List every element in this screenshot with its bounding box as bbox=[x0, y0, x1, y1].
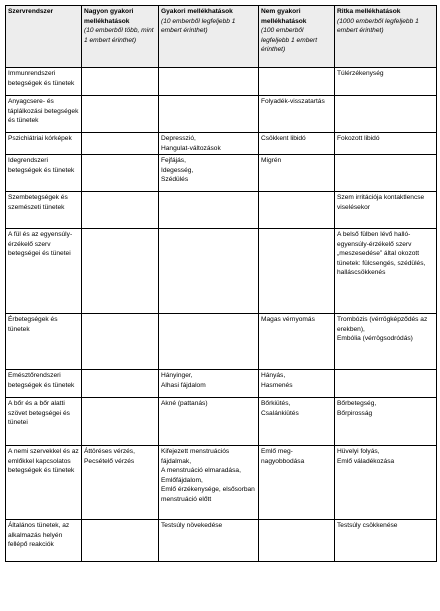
cell-text: Alhasi fájdalom bbox=[161, 381, 206, 389]
rare-cell bbox=[335, 155, 437, 192]
cell-text: Pecsételő vérzés bbox=[84, 457, 135, 465]
header-uncommon bbox=[259, 6, 335, 68]
side-effects-table bbox=[5, 5, 437, 562]
header-common bbox=[159, 6, 259, 68]
header-subtitle: (100 emberből legfeljebb 1 embert érinthet) bbox=[261, 27, 318, 53]
common-cell bbox=[159, 398, 259, 446]
very-common-cell bbox=[82, 446, 159, 520]
organ-system-cell: Szembetegségek és szemészeti tünetek bbox=[6, 192, 82, 229]
common-cell bbox=[159, 520, 259, 562]
table-row bbox=[6, 96, 437, 133]
common-cell bbox=[159, 229, 259, 314]
organ-system-cell: Általános tünetek, az alkalmazás helyén fellépő reakciók bbox=[6, 520, 82, 562]
cell-text: Fejfájás, bbox=[161, 157, 186, 164]
cell-text: Magas vérnyomás bbox=[261, 316, 315, 323]
organ-system-cell: A nemi szervekkel és az emlőkkel kapcsolatos betegségek és tünetek bbox=[6, 446, 82, 520]
rare-cell bbox=[335, 68, 437, 96]
common-cell bbox=[159, 68, 259, 96]
header-subtitle: (10 emberből legfeljebb 1 embert érinthet) bbox=[161, 17, 236, 34]
header-title: Nagyon gyakori mellékhatások bbox=[84, 8, 134, 25]
cell-text: A belső fülben lévő halló-egyensúly-érzékelő szerv „meszesedése” által okozott tünetek: fülcsengés, szédülés, halláscsökkenés bbox=[337, 231, 426, 276]
cell-text: Idegesség, bbox=[161, 166, 194, 174]
common-cell bbox=[159, 192, 259, 229]
cell-text: Túlérzékenység bbox=[337, 70, 384, 77]
header-subtitle: (1000 emberből legfeljebb 1 embert érinthet) bbox=[337, 17, 419, 34]
table-row bbox=[6, 229, 437, 314]
uncommon-cell bbox=[259, 192, 335, 229]
header-very-common bbox=[82, 6, 159, 68]
header-rare bbox=[335, 6, 437, 68]
very-common-cell bbox=[82, 96, 159, 133]
cell-text: Migrén bbox=[261, 157, 282, 164]
cell-text: Trombózis (vérrögképződés az erekben), bbox=[337, 316, 428, 333]
organ-system-cell: A bőr és a bőr alatti szövet betegségei és tünetei bbox=[6, 398, 82, 446]
table-body bbox=[6, 68, 437, 562]
rare-cell bbox=[335, 314, 437, 370]
cell-text: Fokozott libidó bbox=[337, 135, 380, 142]
cell-text: Testsúly növekedése bbox=[161, 522, 223, 529]
cell-text: Hányinger, bbox=[161, 372, 193, 379]
rare-cell bbox=[335, 370, 437, 398]
uncommon-cell bbox=[259, 370, 335, 398]
cell-text: Bőrpirosság bbox=[337, 409, 373, 417]
very-common-cell bbox=[82, 398, 159, 446]
common-cell bbox=[159, 370, 259, 398]
rare-cell bbox=[335, 520, 437, 562]
cell-text: Embólia (vérrögsodródás) bbox=[337, 335, 413, 342]
table-row bbox=[6, 314, 437, 370]
table-row bbox=[6, 133, 437, 155]
cell-text: Hangulat-változások bbox=[161, 144, 221, 152]
uncommon-cell bbox=[259, 133, 335, 155]
cell-text: Áttöréses vérzés, bbox=[84, 448, 135, 455]
cell-text: Kifejezett menstruációs fájdalmak, bbox=[161, 448, 230, 465]
rare-cell bbox=[335, 229, 437, 314]
organ-system-cell: Érbetegségek és tünetek bbox=[6, 314, 82, 370]
common-cell bbox=[159, 133, 259, 155]
organ-system-cell: Immunrendszeri betegségek és tünetek bbox=[6, 68, 82, 96]
cell-text: Emlőfájdalom, bbox=[161, 476, 203, 484]
cell-text: Akné (pattanás) bbox=[161, 400, 208, 407]
header-title: Szervrendszer bbox=[8, 8, 54, 15]
rare-cell bbox=[335, 398, 437, 446]
uncommon-cell bbox=[259, 155, 335, 192]
header-title: Gyakori mellékhatások bbox=[161, 8, 233, 15]
common-cell bbox=[159, 446, 259, 520]
cell-text: Szem irritációja kontaktlencse viselésekor bbox=[337, 194, 425, 211]
table-row bbox=[6, 446, 437, 520]
very-common-cell bbox=[82, 520, 159, 562]
uncommon-cell bbox=[259, 68, 335, 96]
table-row bbox=[6, 398, 437, 446]
rare-cell bbox=[335, 446, 437, 520]
table-row bbox=[6, 68, 437, 96]
rare-cell bbox=[335, 133, 437, 155]
uncommon-cell bbox=[259, 398, 335, 446]
cell-text: Csalánkiütés bbox=[261, 409, 299, 417]
organ-system-cell: Pszichiátriai kórképek bbox=[6, 133, 82, 155]
header-subtitle: (10 emberből több, mint 1 embert érinthet) bbox=[84, 27, 154, 44]
header-title: Nem gyakori mellékhatások bbox=[261, 8, 307, 25]
common-cell bbox=[159, 155, 259, 192]
cell-text: Bőrkiütés, bbox=[261, 400, 291, 407]
organ-system-cell: Anyagcsere- és táplálkozási betegségek és tünetek bbox=[6, 96, 82, 133]
very-common-cell bbox=[82, 370, 159, 398]
header-organ-system bbox=[6, 6, 82, 68]
very-common-cell bbox=[82, 133, 159, 155]
very-common-cell bbox=[82, 229, 159, 314]
table-header-row bbox=[6, 6, 437, 68]
uncommon-cell bbox=[259, 520, 335, 562]
cell-text: Emlő váladékozása bbox=[337, 457, 395, 465]
very-common-cell bbox=[82, 192, 159, 229]
uncommon-cell bbox=[259, 229, 335, 314]
cell-text: Hasmenés bbox=[261, 381, 293, 389]
organ-system-cell: Emésztőrendszeri betegségek és tünetek bbox=[6, 370, 82, 398]
table-row bbox=[6, 192, 437, 229]
header-title: Ritka mellékhatások bbox=[337, 8, 401, 15]
common-cell bbox=[159, 314, 259, 370]
very-common-cell bbox=[82, 314, 159, 370]
cell-text: Depresszió, bbox=[161, 135, 196, 142]
uncommon-cell bbox=[259, 96, 335, 133]
cell-text: Csökkent libidó bbox=[261, 135, 306, 142]
cell-text: Emlő meg-nagyobbodása bbox=[261, 448, 305, 465]
rare-cell bbox=[335, 192, 437, 229]
table-row bbox=[6, 155, 437, 192]
cell-text: Emlő érzékenysége, elsősorban menstruáció előtt bbox=[161, 486, 255, 503]
cell-text: Hüvelyi folyás, bbox=[337, 448, 380, 455]
cell-text: Testsúly csökkenése bbox=[337, 522, 398, 529]
table-row bbox=[6, 520, 437, 562]
organ-system-cell: A fül és az egyensúly-érzékelő szerv betegségei és tünetei bbox=[6, 229, 82, 314]
common-cell bbox=[159, 96, 259, 133]
organ-system-cell: Idegrendszeri betegségek és tünetek bbox=[6, 155, 82, 192]
cell-text: Bőrbetegség, bbox=[337, 400, 377, 407]
uncommon-cell bbox=[259, 446, 335, 520]
very-common-cell bbox=[82, 155, 159, 192]
uncommon-cell bbox=[259, 314, 335, 370]
table-row bbox=[6, 370, 437, 398]
cell-text: A menstruáció elmaradása, bbox=[161, 467, 241, 474]
very-common-cell bbox=[82, 68, 159, 96]
cell-text: Szédülés bbox=[161, 176, 189, 183]
rare-cell bbox=[335, 96, 437, 133]
cell-text: Hányás, bbox=[261, 372, 286, 379]
cell-text: Folyadék-visszatartás bbox=[261, 98, 325, 105]
